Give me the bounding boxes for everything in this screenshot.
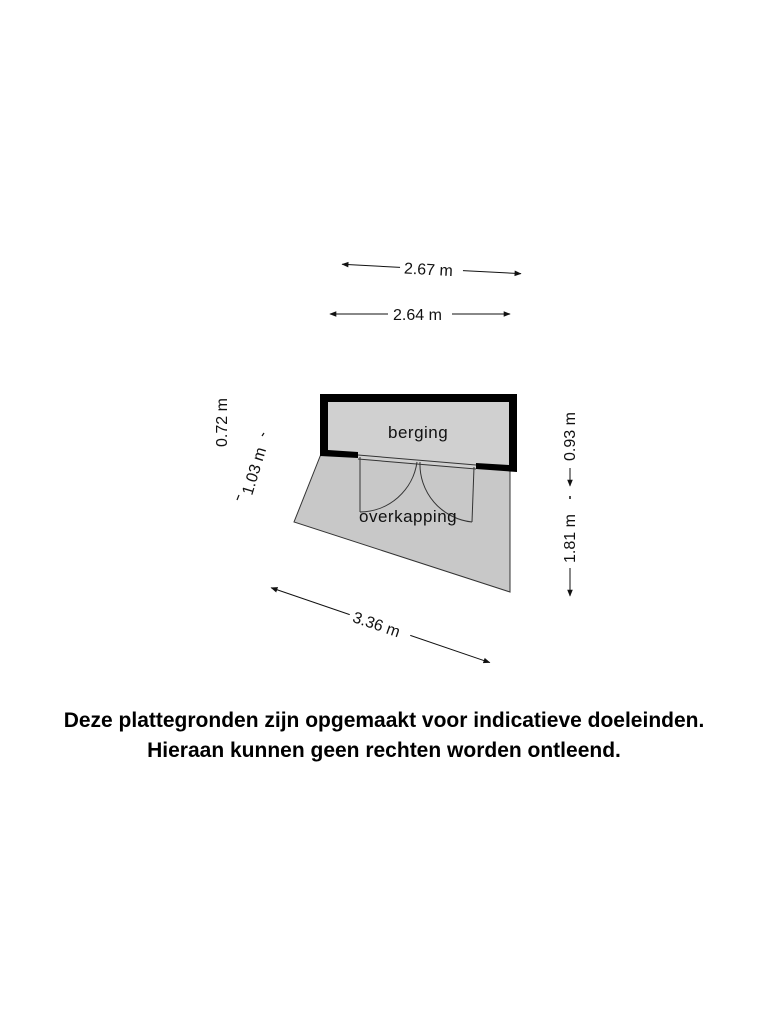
svg-text:3.36 m: 3.36 m xyxy=(350,609,403,642)
berging-label: berging xyxy=(388,423,449,442)
dimension-right-lower xyxy=(562,496,579,596)
svg-text:1.03 m: 1.03 m xyxy=(239,445,271,498)
disclaimer-line-2: Hieraan kunnen geen rechten worden ontleend. xyxy=(147,739,621,762)
svg-text:2.67 m: 2.67 m xyxy=(403,260,454,281)
svg-text:0.72 m: 0.72 m xyxy=(214,398,231,447)
dimension-right-upper xyxy=(562,412,579,486)
svg-text:2.64 m: 2.64 m xyxy=(393,307,442,324)
dimension-left-lower xyxy=(237,433,270,500)
svg-text:1.81 m: 1.81 m xyxy=(562,514,579,563)
dimension-bottom xyxy=(268,581,492,672)
overkapping-label: overkapping xyxy=(359,507,458,526)
dimension-top-inner xyxy=(330,307,510,324)
dimension-top-outer xyxy=(342,257,522,283)
svg-text:0.93 m: 0.93 m xyxy=(562,412,579,461)
disclaimer-line-1: Deze plattegronden zijn opgemaakt voor indicatieve doeleinden. xyxy=(63,709,705,732)
dimension-left-upper xyxy=(214,398,231,447)
